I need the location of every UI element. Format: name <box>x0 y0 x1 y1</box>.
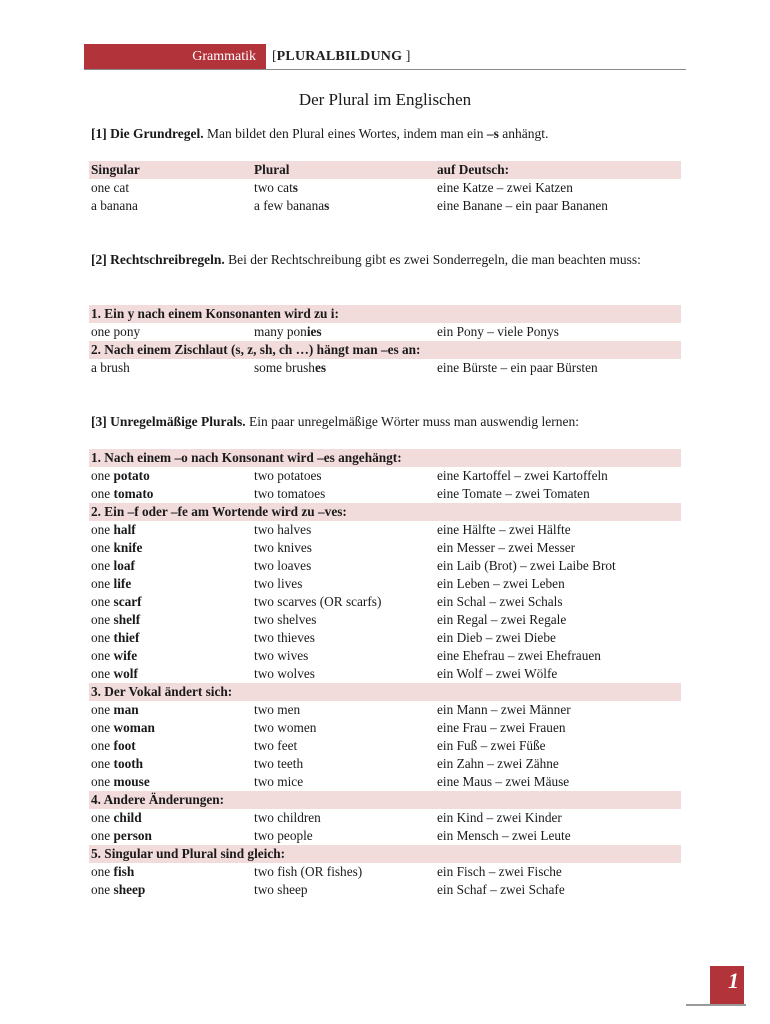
plural: two thieves <box>254 630 315 645</box>
singular <box>91 521 136 539</box>
singular-word: fish <box>113 864 135 879</box>
plural: two shelves <box>254 612 317 627</box>
german: ein Fisch – zwei Fische <box>437 864 562 879</box>
plural: two wolves <box>254 666 315 681</box>
singular-article: one <box>91 468 114 483</box>
rule1-tail: anhängt. <box>498 126 549 141</box>
singular-word: half <box>113 522 136 537</box>
plural: two men <box>254 702 301 717</box>
singular-word: child <box>113 810 142 825</box>
singular-word: sheep <box>113 882 146 897</box>
table-row <box>89 467 681 485</box>
col-plural: Plural <box>254 162 290 177</box>
singular-article: one <box>91 738 114 753</box>
group-title: 4. Andere Änderungen: <box>91 792 225 807</box>
plural-stem: some brush <box>254 360 315 375</box>
header-section-band <box>84 44 266 70</box>
rule2-paragraph <box>91 251 681 269</box>
footer-rule <box>686 1004 746 1006</box>
singular <box>91 863 134 881</box>
singular-article: one <box>91 882 114 897</box>
plural <box>254 323 322 341</box>
singular-word: wife <box>113 648 138 663</box>
group-title: 1. Ein y nach einem Konsonanten wird zu i: <box>91 306 339 321</box>
plural-ending: s <box>292 180 298 195</box>
col-german: auf Deutsch: <box>437 162 510 177</box>
plural: two people <box>254 828 313 843</box>
singular-article: one <box>91 810 114 825</box>
singular <box>91 881 145 899</box>
header-section: Grammatik <box>192 49 256 64</box>
group-title: 2. Nach einem Zischlaut (s, z, sh, ch …) hängt man –es an: <box>91 342 421 357</box>
table3-group-header <box>89 449 681 467</box>
rule1-suffix: –s <box>486 126 499 141</box>
table3-group-header <box>89 845 681 863</box>
singular-article: one <box>91 594 114 609</box>
table-row <box>89 539 681 557</box>
german: eine Maus – zwei Mäuse <box>437 774 570 789</box>
singular <box>91 575 131 593</box>
page-title: Der Plural im Englischen <box>298 90 472 109</box>
plural-ending: es <box>314 360 327 375</box>
plural: two sheep <box>254 882 308 897</box>
singular-word: loaf <box>113 558 135 573</box>
singular-word: scarf <box>113 594 142 609</box>
plural <box>254 179 298 197</box>
singular: one cat <box>91 180 130 195</box>
singular <box>91 809 142 827</box>
group-title: 5. Singular und Plural sind gleich: <box>91 846 286 861</box>
table-row <box>89 719 681 737</box>
rule1-label: [1] Die Grundregel. <box>91 126 204 141</box>
plural <box>254 197 329 215</box>
german: ein Kind – zwei Kinder <box>437 810 562 825</box>
rule2-label: [2] Rechtschreibregeln. <box>91 252 225 267</box>
singular <box>91 629 139 647</box>
singular-word: potato <box>113 468 150 483</box>
german: ein Dieb – zwei Diebe <box>437 630 556 645</box>
plural: two mice <box>254 774 304 789</box>
singular-article: one <box>91 864 114 879</box>
german: eine Hälfte – zwei Hälfte <box>437 522 571 537</box>
german: ein Mann – zwei Männer <box>437 702 571 717</box>
table-row <box>89 809 681 827</box>
plural-ending: ies <box>306 324 322 339</box>
singular <box>91 737 136 755</box>
table-row <box>89 593 681 611</box>
table1-header <box>89 161 681 179</box>
singular-word: person <box>113 828 152 843</box>
singular <box>91 701 139 719</box>
rule3-label: [3] Unregelmäßige Plurals. <box>91 414 246 429</box>
german: ein Messer – zwei Messer <box>437 540 576 555</box>
table-row <box>89 485 681 503</box>
plural <box>254 359 326 377</box>
plural: two women <box>254 720 317 735</box>
table-row <box>89 359 681 377</box>
table2-group-header <box>89 305 681 323</box>
header-rule <box>84 69 686 70</box>
table3-group-header <box>89 683 681 701</box>
german: ein Laib (Brot) – zwei Laibe Brot <box>437 558 616 573</box>
singular-article: one <box>91 666 114 681</box>
german: ein Regal – zwei Regale <box>437 612 567 627</box>
table-row <box>89 611 681 629</box>
singular-article: one <box>91 720 114 735</box>
table-row <box>89 575 681 593</box>
singular-word: man <box>113 702 139 717</box>
singular-word: shelf <box>113 612 141 627</box>
singular <box>91 485 153 503</box>
plural: two fish (OR fishes) <box>254 864 363 879</box>
table-row <box>89 557 681 575</box>
german: ein Leben – zwei Leben <box>437 576 565 591</box>
table-row <box>89 197 681 215</box>
plural-stem: a few banana <box>254 198 325 213</box>
table-row <box>89 665 681 683</box>
singular-word: life <box>113 576 132 591</box>
singular <box>91 719 155 737</box>
german: eine Banane – ein paar Bananen <box>437 198 608 213</box>
singular <box>91 773 150 791</box>
group-title: 1. Nach einem –o nach Konsonant wird –es angehängt: <box>91 450 402 465</box>
singular-word: foot <box>113 738 136 753</box>
singular: a brush <box>91 360 130 375</box>
plural: two loaves <box>254 558 312 573</box>
singular-article: one <box>91 774 114 789</box>
table-row <box>89 323 681 341</box>
table2-group-header <box>89 341 681 359</box>
rule1-paragraph <box>91 125 681 143</box>
table-row <box>89 755 681 773</box>
german: ein Wolf – zwei Wölfe <box>437 666 558 681</box>
singular-article: one <box>91 576 114 591</box>
plural: two tomatoes <box>254 486 326 501</box>
plural: two wives <box>254 648 309 663</box>
singular-article: one <box>91 828 114 843</box>
singular-word: knife <box>113 540 143 555</box>
singular <box>91 665 138 683</box>
page-number-badge <box>710 966 744 1004</box>
singular-word: tomato <box>113 486 154 501</box>
singular-word: woman <box>113 720 155 735</box>
table-row <box>89 863 681 881</box>
singular-word: thief <box>113 630 140 645</box>
german: eine Tomate – zwei Tomaten <box>437 486 590 501</box>
table-row <box>89 701 681 719</box>
german: eine Kartoffel – zwei Kartoffeln <box>437 468 608 483</box>
singular-article: one <box>91 486 114 501</box>
singular-article: one <box>91 756 114 771</box>
table-row <box>89 179 681 197</box>
singular <box>91 827 152 845</box>
german: eine Ehefrau – zwei Ehefrauen <box>437 648 601 663</box>
rule3-text: Ein paar unregelmäßige Wörter muss man auswendig lernen: <box>245 414 580 429</box>
singular <box>91 539 142 557</box>
table-row <box>89 647 681 665</box>
plural-ending: s <box>324 198 330 213</box>
rule2-text: Bei der Rechtschreibung gibt es zwei Sonderregeln, die man beachten muss: <box>224 252 641 267</box>
header-topic-label: PLURALBILDUNG <box>276 49 403 64</box>
page-number: 1 <box>728 968 739 993</box>
col-singular: Singular <box>91 162 140 177</box>
table3-group-header <box>89 791 681 809</box>
plural: two children <box>254 810 321 825</box>
plural-stem: two cat <box>254 180 293 195</box>
singular-article: one <box>91 648 114 663</box>
german: eine Katze – zwei Katzen <box>437 180 573 195</box>
table-row <box>89 737 681 755</box>
singular: one pony <box>91 324 141 339</box>
german: ein Schaf – zwei Schafe <box>437 882 565 897</box>
singular-word: wolf <box>113 666 138 681</box>
table3-group-header <box>89 503 681 521</box>
german: ein Mensch – zwei Leute <box>437 828 571 843</box>
german: ein Zahn – zwei Zähne <box>437 756 559 771</box>
plural: two feet <box>254 738 298 753</box>
singular <box>91 647 137 665</box>
singular <box>91 467 150 485</box>
plural: two lives <box>254 576 303 591</box>
singular-article: one <box>91 630 114 645</box>
singular: a banana <box>91 198 138 213</box>
rule3-paragraph <box>91 413 681 431</box>
german: eine Bürste – ein paar Bürsten <box>437 360 598 375</box>
plural: two knives <box>254 540 312 555</box>
singular-word: mouse <box>113 774 150 789</box>
plural: two halves <box>254 522 312 537</box>
rule1-text: Man bildet den Plural eines Wortes, indem man ein <box>203 126 487 141</box>
header-topic: [PLURALBILDUNG ] <box>272 49 411 64</box>
singular-word: tooth <box>113 756 144 771</box>
group-title: 3. Der Vokal ändert sich: <box>91 684 233 699</box>
plural: two teeth <box>254 756 304 771</box>
table-row <box>89 773 681 791</box>
singular <box>91 755 143 773</box>
plural-stem: many pon <box>254 324 307 339</box>
german: ein Schal – zwei Schals <box>437 594 563 609</box>
singular-article: one <box>91 522 114 537</box>
singular-article: one <box>91 540 114 555</box>
singular-article: one <box>91 702 114 717</box>
german: eine Frau – zwei Frauen <box>437 720 566 735</box>
table-row <box>89 521 681 539</box>
singular <box>91 593 142 611</box>
singular <box>91 557 135 575</box>
plural: two potatoes <box>254 468 322 483</box>
german: ein Pony – viele Ponys <box>437 324 559 339</box>
table-row <box>89 881 681 899</box>
singular-article: one <box>91 558 114 573</box>
group-title: 2. Ein –f oder –fe am Wortende wird zu –ves: <box>91 504 347 519</box>
german: ein Fuß – zwei Füße <box>437 738 546 753</box>
singular <box>91 611 140 629</box>
singular-article: one <box>91 612 114 627</box>
table-row <box>89 827 681 845</box>
plural: two scarves (OR scarfs) <box>254 594 382 609</box>
table-row <box>89 629 681 647</box>
